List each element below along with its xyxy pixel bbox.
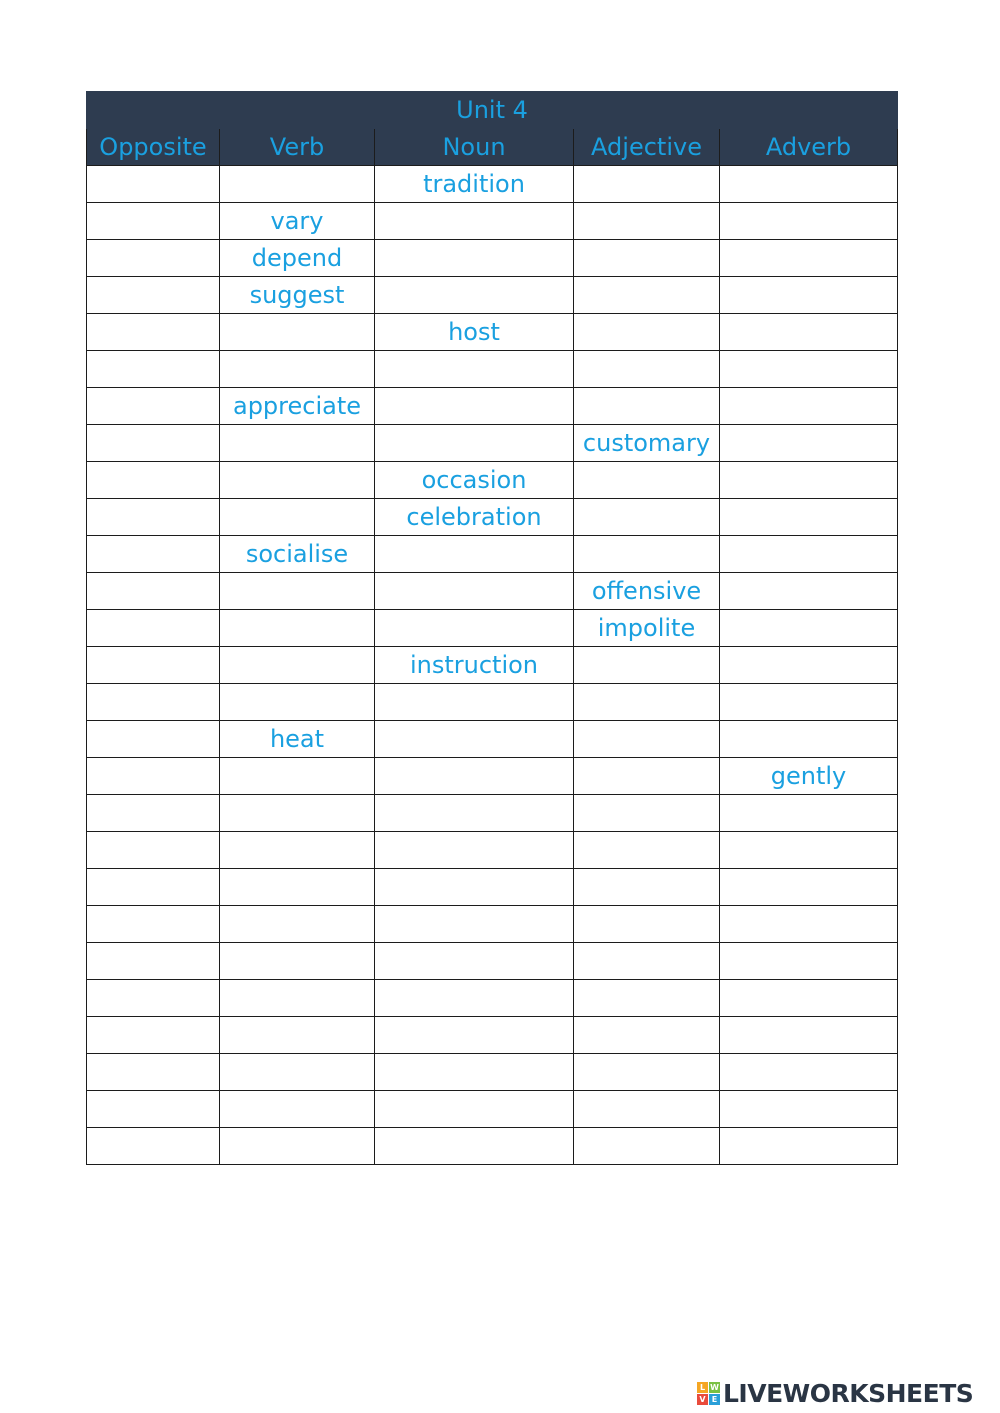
answer-cell-opposite[interactable] [87,203,220,240]
answer-cell-verb[interactable] [220,499,375,536]
answer-cell-noun[interactable] [375,277,574,314]
answer-cell-noun[interactable] [375,684,574,721]
given-word-verb: vary [220,203,375,240]
table-row [87,721,898,758]
answer-cell-opposite[interactable] [87,869,220,906]
answer-cell-verb[interactable] [220,758,375,795]
table-row [87,1054,898,1091]
table-row [87,610,898,647]
given-word-adjective: impolite [574,610,720,647]
answer-cell-verb[interactable] [220,1128,375,1165]
logo-mark-letter: E [709,1394,720,1405]
table-row [87,166,898,203]
answer-cell-opposite[interactable] [87,462,220,499]
given-word-noun: occasion [375,462,574,499]
answer-cell-adjective[interactable] [574,869,720,906]
answer-cell-adverb[interactable] [720,1017,898,1054]
answer-cell-noun[interactable] [375,1054,574,1091]
given-word-verb: suggest [220,277,375,314]
given-word-noun: tradition [375,166,574,203]
answer-cell-noun[interactable] [375,536,574,573]
answer-cell-verb[interactable] [220,462,375,499]
given-word-verb: depend [220,240,375,277]
answer-cell-adjective[interactable] [574,388,720,425]
answer-cell-verb[interactable] [220,684,375,721]
given-word-noun: host [375,314,574,351]
answer-cell-opposite[interactable] [87,536,220,573]
answer-cell-opposite[interactable] [87,240,220,277]
answer-cell-adjective[interactable] [574,499,720,536]
answer-cell-verb[interactable] [220,1091,375,1128]
answer-cell-adjective[interactable] [574,980,720,1017]
answer-cell-noun[interactable] [375,240,574,277]
logo-mark-letter: L [697,1382,708,1393]
answer-cell-adverb[interactable] [720,388,898,425]
column-header-verb: Verb [220,129,375,166]
answer-cell-adjective[interactable] [574,1128,720,1165]
given-word-adjective: customary [574,425,720,462]
answer-cell-adjective[interactable] [574,351,720,388]
answer-cell-verb[interactable] [220,610,375,647]
table-row [87,758,898,795]
liveworksheets-logo [697,1377,973,1409]
answer-cell-adjective[interactable] [574,647,720,684]
logo-mark-letter: W [710,1382,719,1392]
answer-cell-adverb[interactable] [720,943,898,980]
answer-cell-noun[interactable] [375,610,574,647]
answer-cell-noun[interactable] [375,980,574,1017]
answer-cell-adjective[interactable] [574,1091,720,1128]
answer-cell-noun[interactable] [375,832,574,869]
table-row [87,425,898,462]
column-header-noun: Noun [375,129,574,166]
given-word-noun: instruction [375,647,574,684]
answer-cell-opposite[interactable] [87,721,220,758]
answer-cell-adverb[interactable] [720,832,898,869]
answer-cell-opposite[interactable] [87,684,220,721]
answer-cell-adverb[interactable] [720,906,898,943]
table-row [87,351,898,388]
answer-cell-adverb[interactable] [720,240,898,277]
logo-wordmark: LIVEWORKSHEETS [723,1378,974,1408]
answer-cell-opposite[interactable] [87,610,220,647]
answer-cell-opposite[interactable] [87,1091,220,1128]
answer-cell-noun[interactable] [375,869,574,906]
table-row [87,869,898,906]
answer-cell-verb[interactable] [220,832,375,869]
table-row [87,388,898,425]
column-header-adverb: Adverb [720,129,898,166]
answer-cell-adverb[interactable] [720,351,898,388]
answer-cell-opposite[interactable] [87,1017,220,1054]
table-row [87,314,898,351]
answer-cell-verb[interactable] [220,1017,375,1054]
given-word-verb: heat [220,721,375,758]
answer-cell-adverb[interactable] [720,647,898,684]
answer-cell-opposite[interactable] [87,832,220,869]
answer-cell-adjective[interactable] [574,758,720,795]
table-row [87,203,898,240]
answer-cell-noun[interactable] [375,721,574,758]
answer-cell-verb[interactable] [220,980,375,1017]
answer-cell-adjective[interactable] [574,536,720,573]
table-row [87,1091,898,1128]
answer-cell-adverb[interactable] [720,980,898,1017]
answer-cell-adjective[interactable] [574,166,720,203]
answer-cell-opposite[interactable] [87,980,220,1017]
answer-cell-adjective[interactable] [574,314,720,351]
answer-cell-noun[interactable] [375,573,574,610]
title-row [87,92,898,129]
column-header-adjective: Adjective [574,129,720,166]
answer-cell-adjective[interactable] [574,203,720,240]
answer-cell-adverb[interactable] [720,1091,898,1128]
answer-cell-adverb[interactable] [720,166,898,203]
answer-cell-adverb[interactable] [720,499,898,536]
answer-cell-verb[interactable] [220,425,375,462]
table-title: Unit 4 [87,92,898,129]
word-formation-table [86,91,898,1165]
answer-cell-adverb[interactable] [720,203,898,240]
answer-cell-opposite[interactable] [87,1128,220,1165]
answer-cell-noun[interactable] [375,1091,574,1128]
answer-cell-noun[interactable] [375,758,574,795]
table-row [87,906,898,943]
table-row [87,573,898,610]
answer-cell-adjective[interactable] [574,1017,720,1054]
table-row [87,1128,898,1165]
answer-cell-adjective[interactable] [574,684,720,721]
answer-cell-noun[interactable] [375,425,574,462]
table-row [87,1017,898,1054]
answer-cell-adjective[interactable] [574,906,720,943]
answer-cell-opposite[interactable] [87,425,220,462]
answer-cell-opposite[interactable] [87,314,220,351]
answer-cell-adverb[interactable] [720,314,898,351]
answer-cell-verb[interactable] [220,647,375,684]
logo-mark-letter: V [697,1394,708,1405]
answer-cell-verb[interactable] [220,906,375,943]
answer-cell-adverb[interactable] [720,1054,898,1091]
answer-cell-verb[interactable] [220,795,375,832]
answer-cell-opposite[interactable] [87,388,220,425]
answer-cell-adjective[interactable] [574,240,720,277]
answer-cell-adjective[interactable] [574,721,720,758]
answer-cell-verb[interactable] [220,351,375,388]
answer-cell-opposite[interactable] [87,943,220,980]
answer-cell-noun[interactable] [375,1128,574,1165]
answer-cell-adjective[interactable] [574,277,720,314]
table-row [87,499,898,536]
answer-cell-noun[interactable] [375,388,574,425]
answer-cell-noun[interactable] [375,906,574,943]
answer-cell-adjective[interactable] [574,832,720,869]
answer-cell-adverb[interactable] [720,277,898,314]
table-row [87,240,898,277]
answer-cell-adverb[interactable] [720,684,898,721]
answer-cell-opposite[interactable] [87,758,220,795]
table-row [87,647,898,684]
given-word-verb: socialise [220,536,375,573]
given-word-adverb: gently [720,758,898,795]
table-row [87,684,898,721]
answer-cell-adverb[interactable] [720,573,898,610]
answer-cell-adverb[interactable] [720,1128,898,1165]
answer-cell-opposite[interactable] [87,795,220,832]
answer-cell-adjective[interactable] [574,943,720,980]
table-row [87,277,898,314]
answer-cell-opposite[interactable] [87,573,220,610]
table-row [87,462,898,499]
answer-cell-noun[interactable] [375,203,574,240]
answer-cell-opposite[interactable] [87,1054,220,1091]
answer-cell-noun[interactable] [375,1017,574,1054]
answer-cell-opposite[interactable] [87,351,220,388]
given-word-verb: appreciate [220,388,375,425]
given-word-adjective: offensive [574,573,720,610]
answer-cell-adverb[interactable] [720,721,898,758]
header-row [87,129,898,166]
answer-cell-opposite[interactable] [87,277,220,314]
answer-cell-adverb[interactable] [720,869,898,906]
answer-cell-adjective[interactable] [574,795,720,832]
answer-cell-opposite[interactable] [87,647,220,684]
table-row [87,980,898,1017]
answer-cell-adjective[interactable] [574,462,720,499]
answer-cell-adjective[interactable] [574,1054,720,1091]
answer-cell-opposite[interactable] [87,499,220,536]
answer-cell-opposite[interactable] [87,166,220,203]
answer-cell-verb[interactable] [220,314,375,351]
table-row [87,536,898,573]
logo-mark-icon [697,1382,720,1405]
answer-cell-noun[interactable] [375,795,574,832]
answer-cell-adverb[interactable] [720,795,898,832]
answer-cell-noun[interactable] [375,943,574,980]
answer-cell-verb[interactable] [220,869,375,906]
answer-cell-verb[interactable] [220,1054,375,1091]
table-row [87,832,898,869]
answer-cell-adverb[interactable] [720,536,898,573]
answer-cell-verb[interactable] [220,943,375,980]
table-row [87,795,898,832]
answer-cell-opposite[interactable] [87,906,220,943]
answer-cell-verb[interactable] [220,166,375,203]
answer-cell-verb[interactable] [220,573,375,610]
answer-cell-adverb[interactable] [720,425,898,462]
given-word-noun: celebration [375,499,574,536]
column-header-opposite: Opposite [87,129,220,166]
answer-cell-adverb[interactable] [720,462,898,499]
answer-cell-noun[interactable] [375,351,574,388]
answer-cell-adverb[interactable] [720,610,898,647]
table-row [87,943,898,980]
